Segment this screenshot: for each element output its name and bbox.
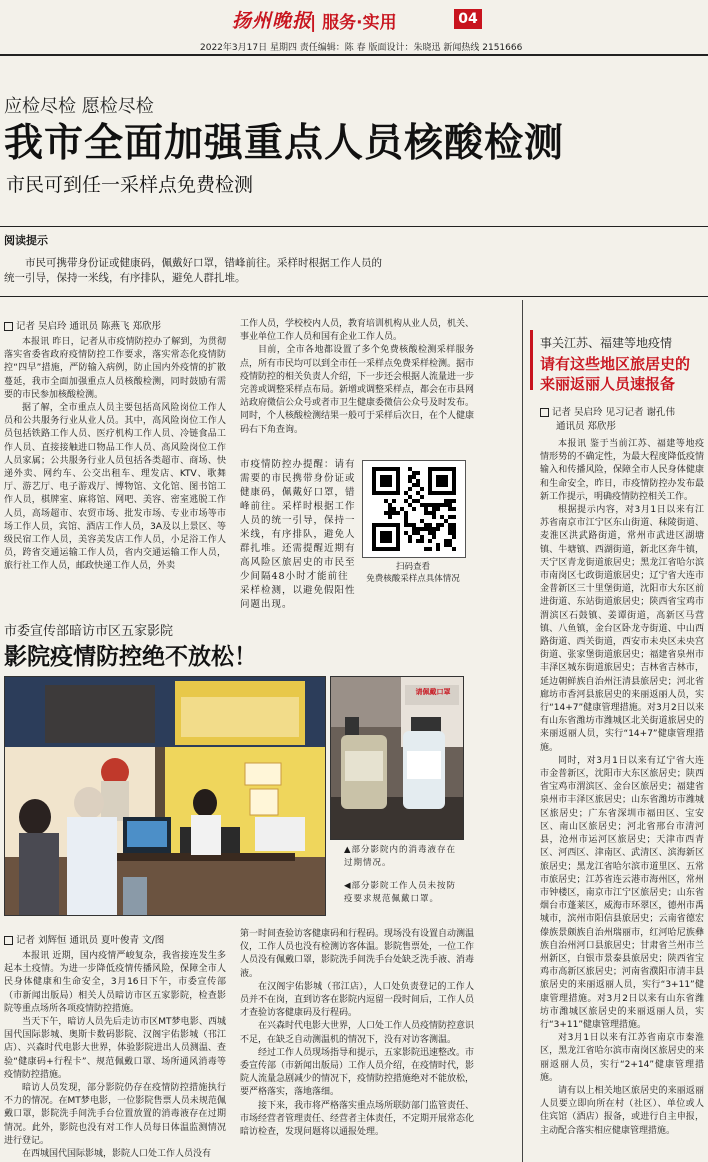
section-title: | 服务·实用 (310, 13, 397, 33)
mask-sign-text: 请佩戴口罩 (415, 688, 451, 696)
reading-tip-body: 市民可携带身份证或健康码，佩戴好口罩，错峰前往。采样时根据工作人员的统一引导，保持一米线，有序排队，避免人群扎堆。 (4, 257, 382, 284)
lead-column-1 (4, 336, 226, 588)
sanitizer-image (331, 677, 463, 839)
cinema-column-2 (240, 928, 474, 1160)
tip-bottom-rule (0, 296, 708, 297)
cinema-caption-1: ▲部分影院内的消毒液存在过期情况。 (344, 845, 457, 868)
paragraph: 当天下午，暗访人员先后走访市区MT梦电影、西城国代国际影城、奥斯卡数码影院、汉阁宇佑影城（邗江店）、兴森时代电影大世界，体验影院进出人员测温、查验“健康码+行程卡”、规范佩戴口罩、场所通风消毒等疫情防控措施。 (4, 1017, 226, 1080)
cinema-byline-text: 记者 刘辉恒 通讯员 夏叶俊青 文/图 (16, 935, 165, 946)
reading-tip-title: 阅读提示 (4, 234, 48, 247)
paragraph: 暗访人员发现，部分影院仍存在疫情防控措施执行不力的情况。在MT梦电影，一位影院售票人员未规范佩戴口罩，影院洗手间洗手台位置放置的消毒液存在过期情况。此外，影院也没有对工作人员每日体温监测情况进行登记。 (4, 1083, 226, 1146)
paragraph: 接下来，我市将严格落实重点场所联防部门监管责任、市场经营者管理责任、经营者主体责任，不定期开展常态化暗访检查，发现问题将以通报处理。 (240, 1100, 475, 1138)
qr-code-graphic (363, 461, 465, 557)
paragraph: 在西城国代国际影城，影院人口处工作人员没有 (22, 1149, 212, 1160)
right-byline-1 (540, 404, 675, 418)
right-headline-1: 请有这些地区旅居史的 (540, 355, 691, 373)
qr-caption-2: 免费核酸采样点具体情况 (366, 574, 460, 584)
qr-code[interactable] (362, 460, 466, 558)
byline-square-icon (4, 936, 13, 945)
paragraph: 在汉阁宇佑影城（邗江店），人口处负责登记的工作人员并不在岗，直到访客在影院内逗留一段时间后，工作人员才查验访客健康码及行程码。 (240, 981, 475, 1019)
lead-byline-text: 记者 吴启玲 通讯员 陈燕飞 郑欣彤 (16, 321, 162, 332)
paragraph: 对3月1日以来有江苏省南京市秦淮区，黑龙江省哈尔滨市南岗区旅居史的来丽返丽人员，实行“2+14”健康管理措施。 (540, 1033, 704, 1083)
cinema-counter-photo (4, 676, 326, 916)
epidemic-reminder: 市疫情防控办提醒：请有需要的市民携带身份证或健康码，佩戴好口罩，错峰前往。采样时根据工作人员的统一引导，保持一米线，有序排队，避免人群扎堆。还需提醒近期有高风险区旅居史的市民至少间隔48小时才能前往采样检测，以避免假阳性问题出现。 (240, 459, 356, 610)
cinema-caption-2: ◀部分影院工作人员未按防疫要求规范佩戴口罩。 (344, 881, 457, 904)
cinema-headline: 影院疫情防控绝不放松！ (4, 644, 257, 670)
paragraph: 目前，全市各地都设置了多个免费核酸检测采样服务点，所有市民均可以到全市任一采样点免费采样检测。据市疫情防控的相关负责人介绍，下一步还会根据人流量进一步完善或调整采样点布局。新增或调整采样点，都会在市县网站政府微信公众号或者市卫生健康委微信公众号及时发布。同时，个人核酸检测结果一般可于采样后次日，在个人健康码右下角查询。 (240, 345, 475, 435)
paragraph: 同时，对3月1日以来有辽宁省大连市金普新区，沈阳市大东区旅居史；陕西省宝鸡市渭滨区、金台区旅居史；福建省泉州市丰泽区旅居史；山东省潍坊市潍城区旅居史；广东省深圳市福田区、宝安区、南山区旅居史；河北省邢台市清河县，沧州市运河区旅居史；天津市西青区、河西区、津南区、武清区、滨海新区旅居史；黑龙江省哈尔滨市道里区、五常市旅居史；江苏省连云港市海州区，常州市钟楼区，南京市江宁区旅居史；山东省烟台市蓬莱区，威海市环翠区，德州市禹城市，滨州市阳信县旅居史；云南省德宏傣族景颇族自治州瑞丽市，红河哈尼族彝族自治州河口县旅居史；甘肃省兰州市兰州新区，白银市景泰县旅居史；陕西省宝鸡市高新区旅居史；河南省濮阳市清丰县旅居史的来丽返丽人员，实行“3+11”健康管理措施。对3月2日以来有山东省潍坊市潍城区旅居史的来丽返丽人员，实行“3+11”健康管理措施。 (540, 755, 704, 1030)
paragraph: 在兴森时代电影大世界，人口处工作人员疫情防控意识不足，在缺乏自动测温机的情况下，没有对访客测温。 (240, 1021, 475, 1045)
lead-subheadline: 市民可到任一采样点免费检测 (6, 174, 254, 196)
paragraph: 经过工作人员现场指导和提示，五家影院迅速整改。市委宣传部（市新闻出版局）工作人员介绍，在疫情时代，影院人流量急剧减少的情况下，疫情防控措施绝对不能放松，要严格落实，落地落细。 (240, 1047, 475, 1098)
masthead-rule (0, 54, 708, 56)
right-column-body (540, 438, 704, 1158)
lead-column-2 (240, 318, 474, 450)
cinema-column-1 (4, 950, 226, 1160)
right-byline-2: 通讯员 郑欣彤 (556, 421, 617, 432)
paragraph: 本报讯 近期，国内疫情严峻复杂，我省接连发生多起本土疫情。为进一步降低疫情传播风险，保障全市人民身体健康和生命安全，3月16日下午，市委宣传部（市新闻出版局）相关人员暗访市区五家影院，检查影院等重点场所各项疫情防控措施。 (4, 951, 226, 1014)
right-story-accent-bar (530, 330, 533, 390)
paragraph: 本报讯 昨日，记者从市疫情防控办了解到，为贯彻落实省委省政府疫情防控工作要求，落实常态化疫情防控“四早”措施，严防输入病例，防止国内外疫情的扩散蔓延，我市全面加强重点人员核酸检测，同时鼓励有需要的市民参加核酸检测。 (4, 337, 226, 400)
column-divider (522, 300, 523, 1162)
byline-square-icon (4, 322, 13, 331)
cinema-kicker: 市委宣传部暗访市区五家影院 (4, 624, 174, 639)
right-headline-2: 来丽返丽人员速报备 (540, 375, 676, 393)
cinema-counter-image (5, 677, 325, 915)
paragraph: 第一时间查验访客健康码和行程码。现场没有设置自动测温仪，工作人员也没有检测访客体温。影院售票处，一位工作人员没有佩戴口罩，影院洗手间洗手台处缺乏洗手液、消毒液。 (240, 929, 475, 979)
lead-headline: 我市全面加强重点人员核酸检测 (4, 121, 565, 166)
paragraph: 本报讯 鉴于当前江苏、福建等地疫情形势的不确定性，为最大程度降低疫情输入和传播风险，保障全市人民身体健康和生命安全，昨日，市疫情防控办发布最新工作提示，明确疫情防控相关工作。 (540, 439, 704, 502)
right-kicker: 事关江苏、福建等地疫情 (540, 336, 673, 350)
sanitizer-photo (330, 676, 464, 840)
paragraph: 工作人员，学校校内人员，教育培训机构从业人员，机关、事业单位工作人员和国有企业工作人员。 (240, 319, 475, 343)
cinema-byline (4, 932, 164, 946)
page-number: 04 (454, 9, 482, 29)
paragraph: 请有以上相关地区旅居史的来丽返丽人员要立即向所在村（社区）、单位或人住宾馆（酒店）报备，或进行自主申报，主动配合落实相应健康管理措施。 (540, 1085, 704, 1136)
right-byline-text: 记者 吴启玲 见习记者 谢孔伟 (552, 407, 676, 418)
qr-caption-1: 扫码查看 (395, 562, 430, 572)
dateline: 2022年3月17日 星期四 责任编辑：陈 春 版面设计：朱晓迅 新闻热线 2151666 (200, 43, 523, 53)
paragraph: 根据提示内容，对3月1日以来有江苏省南京市江宁区东山街道、秣陵街道、麦淮区洪武路街道，常州市武进区湖塘镇、牛塘镇、西湖街道，新北区奔牛镇，天宁区青龙街道旅居史；黑龙江省哈尔滨市南岗区七政街道旅居史；辽宁省大连市金普新区三十里堡街道，沈阳市大东区前进街道、东站街道旅居史；陕西省宝鸡市渭滨区石鼓镇、姜谭街道，高新区马营镇、八鱼镇，金台区卧龙寺街道、中山西路街道、西关街道，西安市未央区未央宫街道、张家堡街道旅居史；福建省泉州市丰泽区城东街道旅居史；吉林省吉林市，延边朝鲜族自治州汪清县旅居史；河北省廊坊市香河县旅居史的来丽返丽人员，实行“14+7”健康管理措施。对3月2日以来有山东省潍坊市潍城区北关街道旅居史的来丽返丽人员，实行“14+7”健康管理措施。 (540, 505, 704, 753)
newspaper-brand: 扬州晚报 (232, 10, 313, 32)
lead-byline (4, 318, 161, 332)
byline-square-icon (540, 408, 549, 417)
paragraph: 据了解，全市重点人员主要包括高风险岗位工作人员和公共服务行业从业人员。其中，高风险岗位工作人员包括铁路工作人员、医疗机构工作人员、冷链食品工作人员、直接接触进口物品工作人员、高风险岗位工作人员家属；公共服务行业人员包括各类超市、商场、快递外卖、网约车、公交出租车、理发店、KTV、歌舞厅、游艺厅、电子游戏厅、博物馆、文化馆、图书馆工作人员，棋牌室、麻将馆、网吧、美容、密室逃脱工作人员，高场超市、农贸市场、批发市场、专业市场等市场工作人员，宾馆、酒店工作人员，3A及以上景区、等级民宿工作人员，美容美发店工作人员，小足浴工作人员，跨省交通运输工作人员，省内交通运输工作人员，旅行社工作人员，邮政快递工作人员，外卖 (4, 403, 226, 572)
lead-kicker: 应检尽检 愿检尽检 (4, 96, 154, 117)
tip-top-rule (0, 226, 708, 227)
